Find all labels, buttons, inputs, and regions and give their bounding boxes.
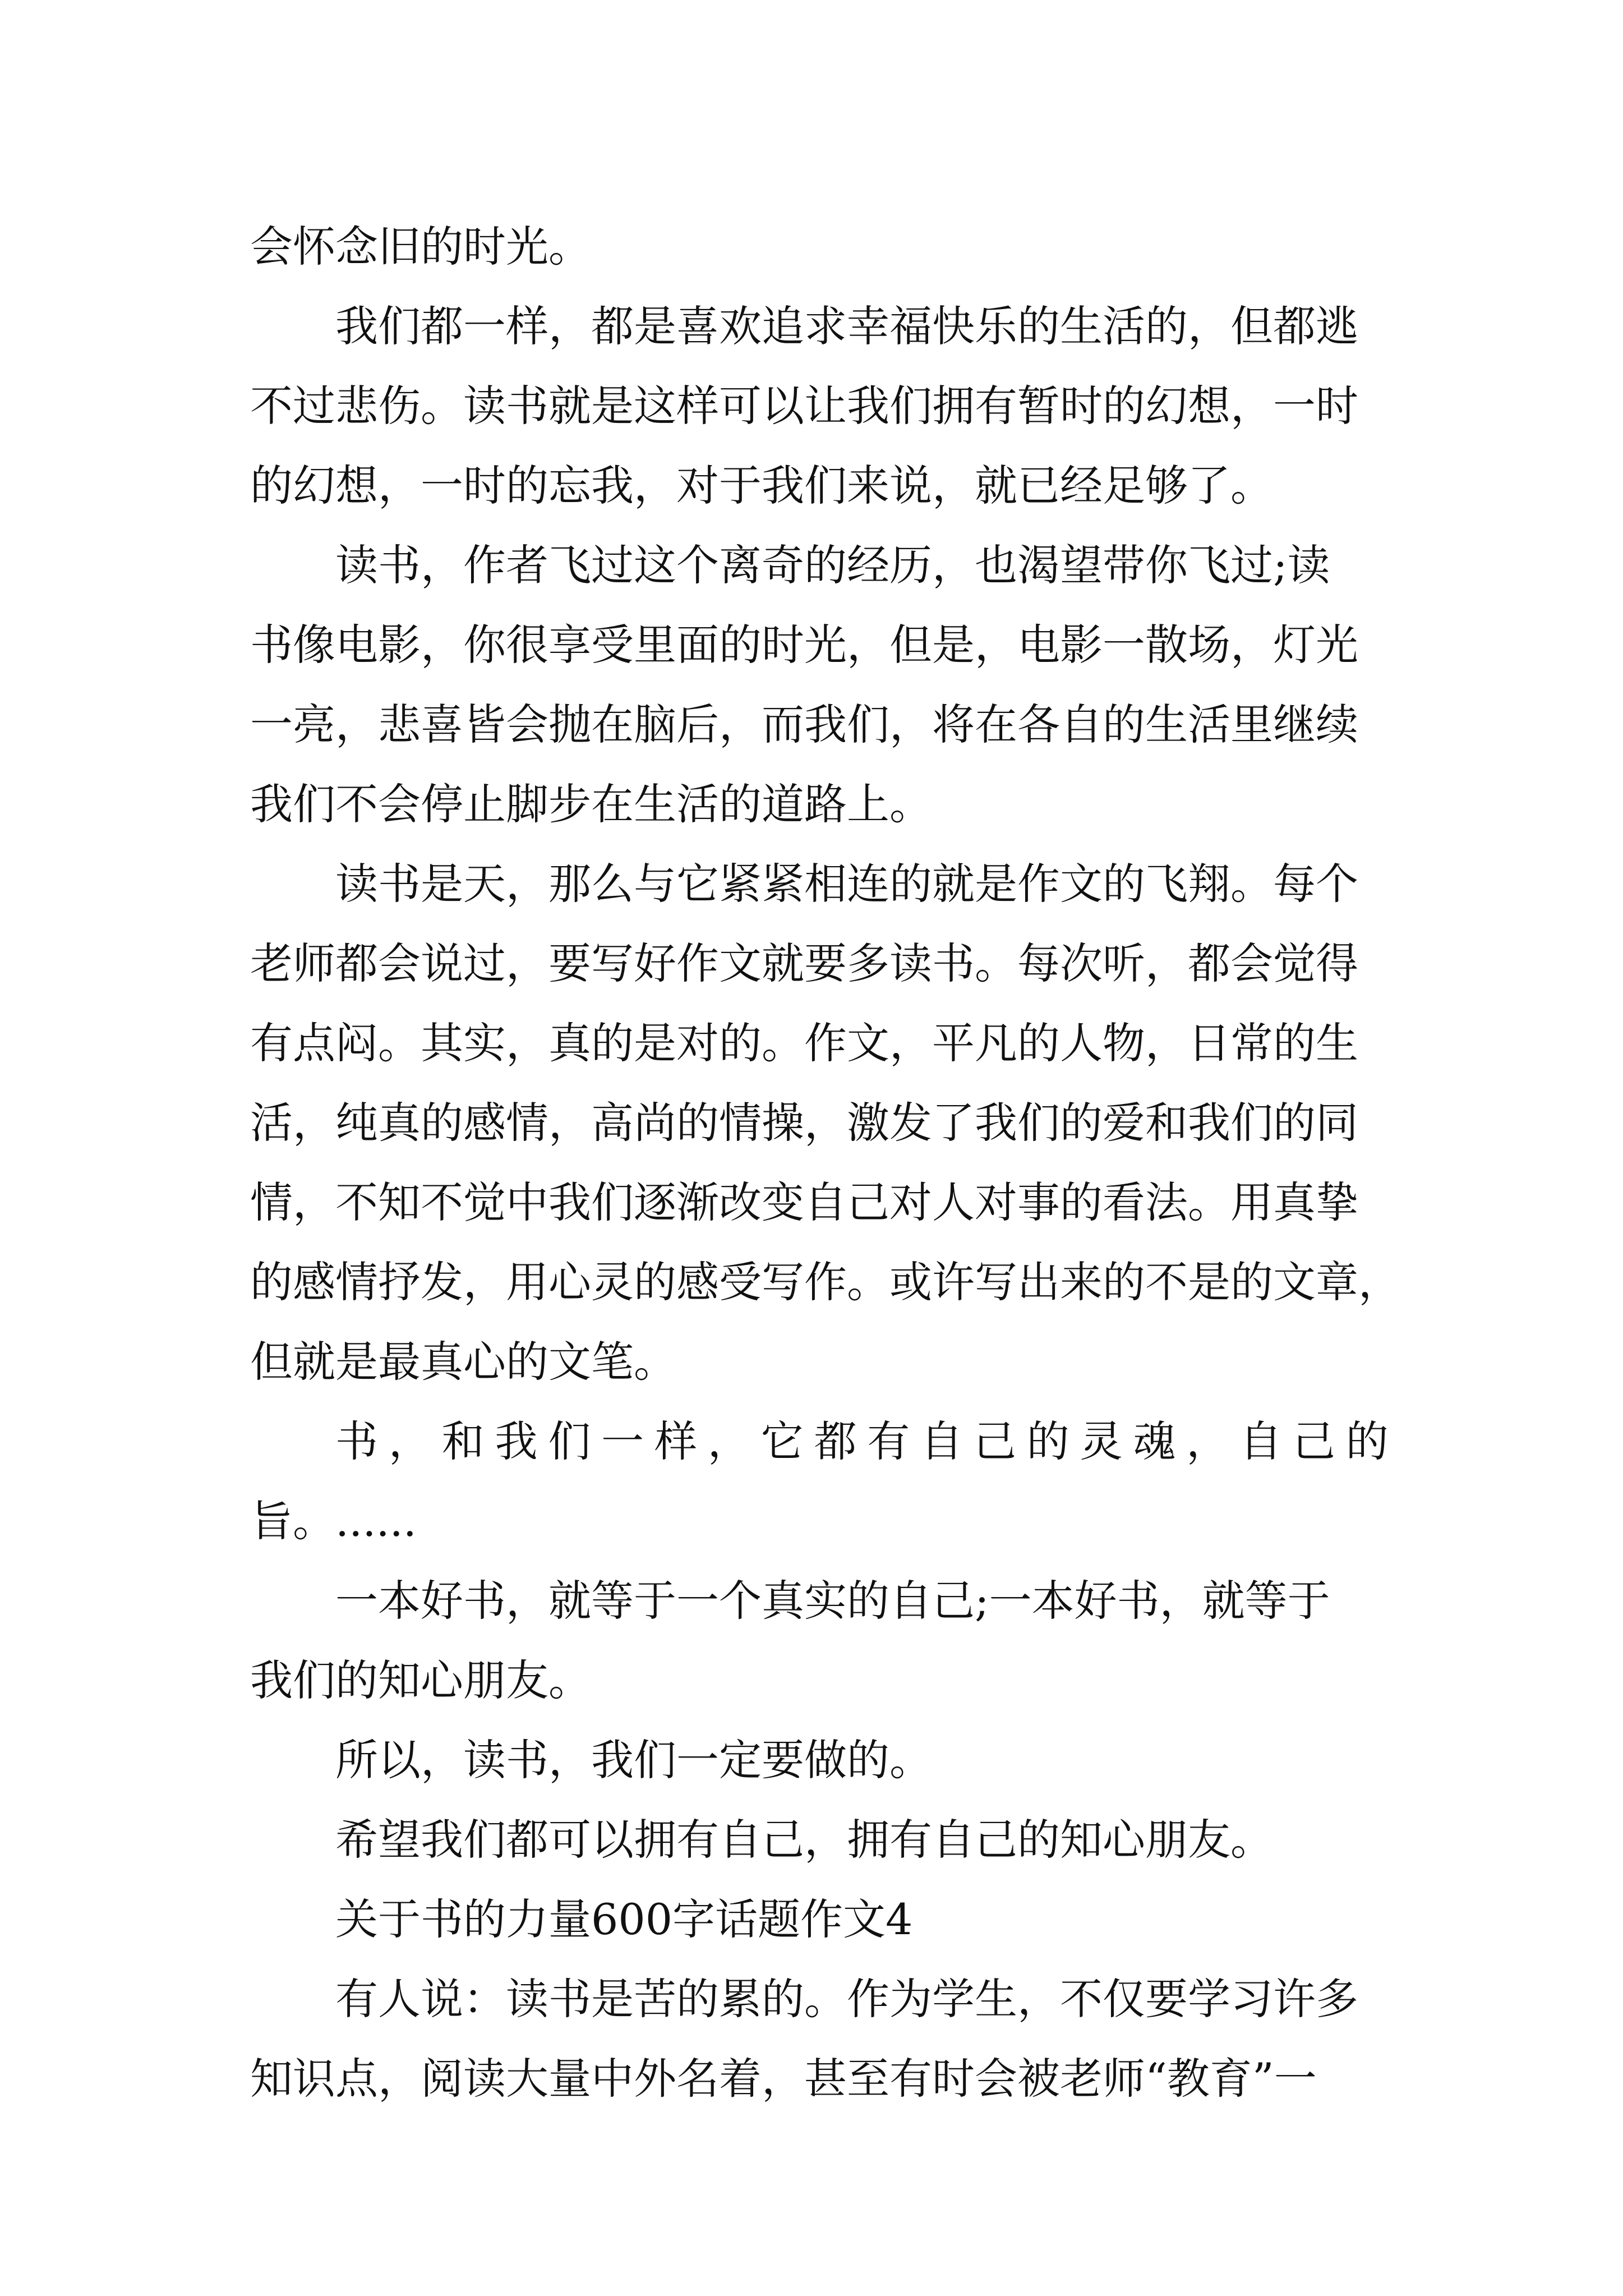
text-line: 老师都会说过，要写好作文就要多读书。每次听，都会觉得 <box>250 938 1358 988</box>
text-line: 知识点，阅读大量中外名着，甚至有时会被老师“教育”一 <box>250 2054 1317 2104</box>
text-line: 书像电影，你很享受里面的时光，但是，电影一散场，灯光 <box>250 620 1358 670</box>
text-char: 它 <box>760 1416 804 1466</box>
text-line: 一亮，悲喜皆会抛在脑后，而我们，将在各自的生活里继续 <box>250 700 1358 749</box>
text-line: 我们不会停止脚步在生活的道路上。 <box>250 779 932 829</box>
text-char: 和 <box>441 1416 485 1466</box>
text-char: 魂 <box>1133 1416 1176 1466</box>
text-char: 都 <box>814 1416 857 1466</box>
text-line: 读书，作者飞过这个离奇的经历，也渴望带你飞过;读 <box>335 540 1330 590</box>
text-char: 书 <box>335 1416 378 1466</box>
text-line: 不过悲伤。读书就是这样可以让我们拥有暂时的幻想，一时 <box>250 381 1358 431</box>
text-line: 旨。...... <box>250 1496 417 1546</box>
text-char: 自 <box>1239 1416 1283 1466</box>
text-line: 活，纯真的感情，高尚的情操，激发了我们的爱和我们的同 <box>250 1098 1358 1148</box>
body-text <box>250 207 1401 2119</box>
text-line-spaced <box>250 1402 1389 1481</box>
text-char: 己 <box>973 1416 1016 1466</box>
text-char: 们 <box>548 1416 591 1466</box>
text-line: 一本好书，就等于一个真实的自己;一本好书，就等于 <box>335 1576 1330 1626</box>
text-line: 读书是天，那么与它紧紧相连的就是作文的飞翔。每个 <box>335 859 1358 909</box>
text-line: 的幻想，一时的忘我，对于我们来说，就已经足够了。 <box>250 461 1273 510</box>
section-heading: 关于书的力量600字话题作文4 <box>335 1894 913 1944</box>
text-char: 的 <box>1345 1416 1389 1466</box>
text-line: 有人说：读书是苦的累的。作为学生，不仅要学习许多 <box>335 1974 1358 2024</box>
text-char: 灵 <box>1080 1416 1123 1466</box>
text-line: 希望我们都可以拥有自己，拥有自己的知心朋友。 <box>335 1815 1273 1865</box>
text-line: 但就是最真心的文笔。 <box>250 1337 676 1387</box>
text-char: ， <box>707 1416 750 1466</box>
text-char: 我 <box>495 1416 538 1466</box>
text-line: 所以，读书，我们一定要做的。 <box>335 1735 932 1785</box>
text-line: 有点闷。其实，真的是对的。作文，平凡的人物，日常的生 <box>250 1018 1358 1068</box>
text-line: 的感情抒发，用心灵的感受写作。或许写出来的不是的文章， <box>250 1257 1401 1307</box>
text-line: 会怀念旧的时光。 <box>250 222 591 272</box>
text-char: 的 <box>1026 1416 1069 1466</box>
text-char: 有 <box>867 1416 910 1466</box>
text-char: ， <box>388 1416 431 1466</box>
text-char: 样 <box>654 1416 697 1466</box>
text-line: 情，不知不觉中我们逐渐改变自己对人对事的看法。用真挚 <box>250 1177 1358 1227</box>
text-char: 己 <box>1292 1416 1335 1466</box>
text-char: ， <box>1186 1416 1229 1466</box>
text-line: 我们的知心朋友。 <box>250 1655 591 1705</box>
text-line: 我们都一样，都是喜欢追求幸福快乐的生活的，但都逃 <box>335 301 1358 351</box>
text-char: 一 <box>601 1416 644 1466</box>
text-char: 自 <box>920 1416 963 1466</box>
